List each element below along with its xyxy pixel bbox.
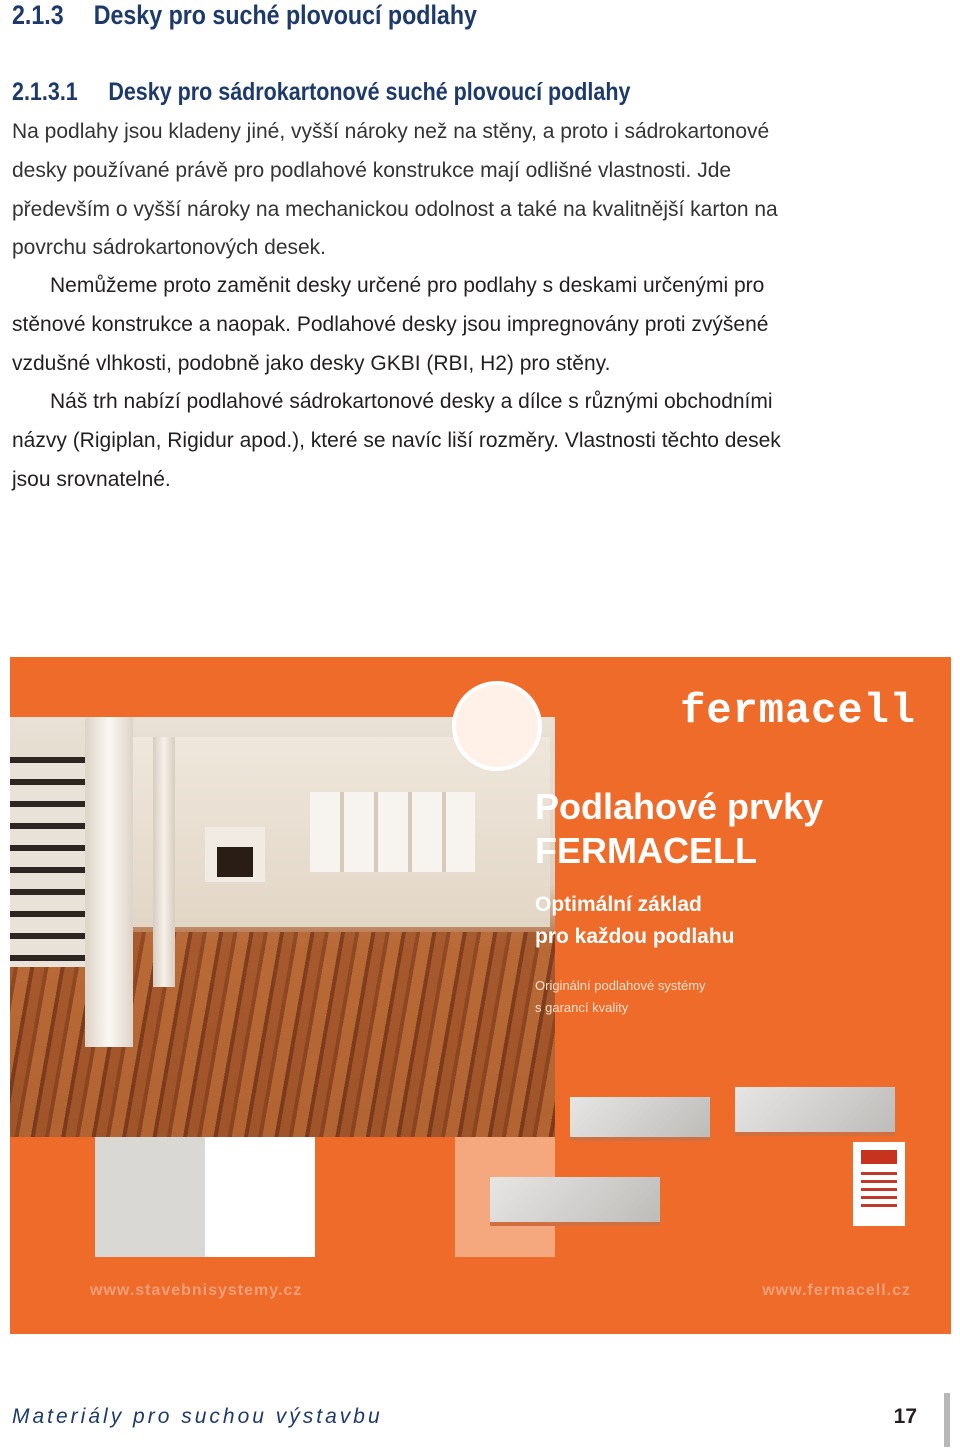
photo-window bbox=[310, 792, 475, 872]
text-line: Náš trh nabízí podlahové sádrokartonové desky a dílce s různými obchodními bbox=[50, 390, 773, 413]
paragraph-3 bbox=[12, 383, 898, 499]
advert-subtitle-line: pro každou podlahu bbox=[535, 925, 735, 948]
advert-small-line: Originální podlahové systémy bbox=[535, 978, 706, 993]
advert-block bbox=[315, 1137, 455, 1257]
subsection-heading bbox=[12, 78, 630, 107]
footer-title: Materiály pro suchou výstavbu bbox=[12, 1405, 383, 1428]
subsection-title: Desky pro sádrokartonové suché plovoucí podlahy bbox=[108, 78, 631, 106]
text-line: vzdušné vlhkosti, podobně jako desky GKBI (RBI, H2) pro stěny. bbox=[12, 351, 611, 375]
advert-title-line: Podlahové prvky bbox=[535, 786, 824, 827]
board-sample bbox=[735, 1087, 895, 1136]
advert-small-text bbox=[535, 975, 706, 1019]
photo-column bbox=[85, 717, 133, 1047]
text-line: desky používané právě pro podlahové konstrukce mají odlišné vlastnosti. Jde bbox=[12, 158, 732, 182]
advert-block bbox=[10, 1137, 95, 1257]
page-number: 17 bbox=[893, 1405, 917, 1428]
advert-subtitle-line: Optimální základ bbox=[535, 893, 702, 916]
text-line: Nemůžeme proto zaměnit desky určené pro podlahy s deskami určenými pro bbox=[50, 274, 765, 297]
photo-staircase bbox=[10, 757, 95, 967]
board-sample bbox=[490, 1177, 660, 1226]
text-line: jsou srovnatelné. bbox=[12, 467, 171, 491]
text-line: stěnové konstrukce a naopak. Podlahové desky jsou impregnovány proti zvýšené bbox=[12, 312, 769, 336]
footer-divider bbox=[944, 1393, 950, 1447]
board-sample bbox=[570, 1097, 710, 1141]
section-title: Desky pro suché plovoucí podlahy bbox=[93, 0, 477, 30]
text-line: především o vyšší nároky na mechanickou odolnost a také na kvalitnější karton na bbox=[12, 197, 778, 221]
brand-logo: fermacell bbox=[680, 687, 916, 735]
section-number: 2.1.3 bbox=[12, 0, 64, 30]
advert-title-line: FERMACELL bbox=[535, 830, 757, 871]
photo-column bbox=[153, 737, 175, 987]
advert-url-left: www.stavebnisystemy.cz bbox=[90, 1282, 303, 1299]
board-sample bbox=[95, 1137, 205, 1257]
product-seal-icon bbox=[452, 681, 542, 771]
text-line: názvy (Rigiplan, Rigidur apod.), které se navíc liší rozměry. Vlastnosti těchto desek bbox=[12, 428, 781, 452]
interior-photo bbox=[10, 717, 555, 1137]
paragraph-1 bbox=[12, 113, 898, 268]
photo-fireplace bbox=[205, 827, 265, 882]
advert-small-line: s garancí kvality bbox=[535, 1000, 629, 1015]
certification-badge-icon bbox=[853, 1142, 905, 1226]
advert-url-right: www.fermacell.cz bbox=[762, 1282, 911, 1299]
advert-subtitle bbox=[535, 889, 735, 953]
subsection-number: 2.1.3.1 bbox=[12, 78, 78, 106]
text-line: Na podlahy jsou kladeny jiné, vyšší nároky než na stěny, a proto i sádrokartonové bbox=[12, 120, 770, 143]
fermacell-advert bbox=[10, 657, 951, 1334]
paragraph-2 bbox=[12, 267, 898, 383]
advert-title bbox=[535, 785, 823, 873]
section-heading bbox=[12, 0, 477, 31]
text-line: povrchu sádrokartonových desek. bbox=[12, 236, 327, 260]
